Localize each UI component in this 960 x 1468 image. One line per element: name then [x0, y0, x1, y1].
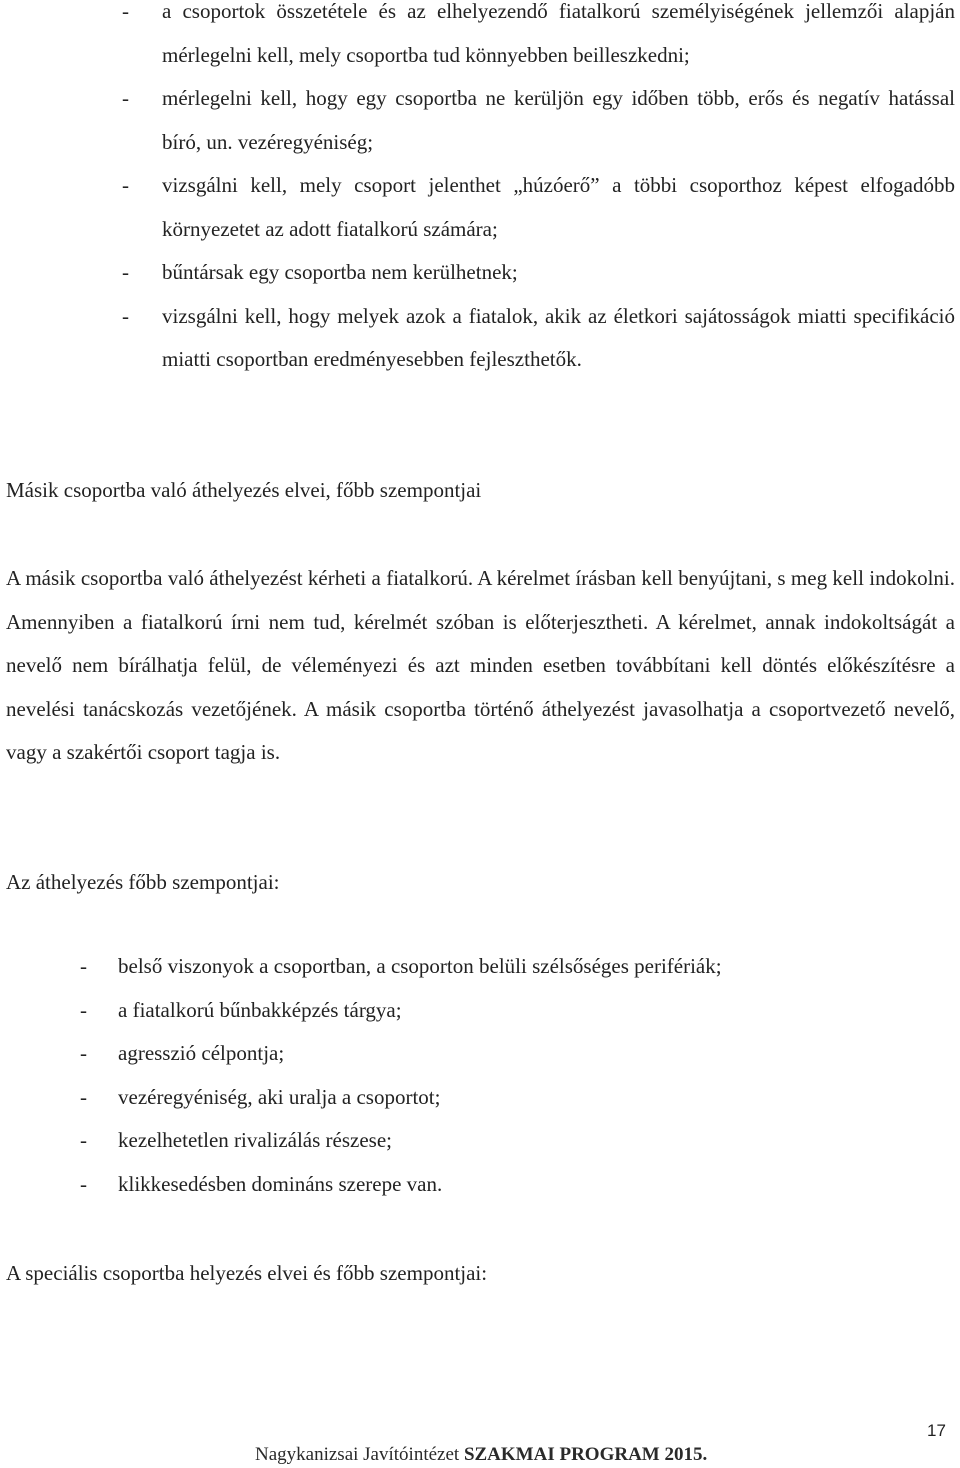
- list-item: [0, 164, 960, 251]
- dash-bullet: -: [80, 1128, 87, 1153]
- list-item: [0, 1163, 960, 1207]
- list-item: [0, 251, 960, 295]
- list-item-text: vezéregyéniség, aki uralja a csoportot;: [118, 1084, 441, 1109]
- list-item: [0, 77, 960, 164]
- list-item: [0, 989, 960, 1033]
- list-item-text: klikkesedésben domináns szerepe van.: [118, 1171, 443, 1196]
- dash-bullet: -: [80, 954, 87, 978]
- list-item: [0, 1076, 960, 1120]
- list-item-text: a fiatalkorú bűnbakképzés tárgya;: [118, 997, 402, 1022]
- list-item: [0, 0, 960, 77]
- list-item-text: a csoportok összetétele és az elhelyezendő fiatalkorú személyiségének jellemzői alapján mérlegelni kell, mely csoportba tud könnyebben beilleszkedni;: [162, 0, 955, 67]
- dash-bullet: -: [122, 0, 129, 23]
- page-footer: [255, 1442, 707, 1468]
- list-item-text: vizsgálni kell, mely csoport jelenthet „húzóerő” a többi csoporthoz képest elfogadóbb környezetet az adott fiatalkorú számára;: [162, 173, 955, 241]
- dash-bullet: -: [80, 997, 87, 1022]
- list-item-text: vizsgálni kell, hogy melyek azok a fiatalok, akik az életkori sajátosságok miatti specifikáció miatti csoportban eredményesebben fejleszthetők.: [162, 303, 955, 371]
- footer-institution: Nagykanizsai Javítóintézet: [255, 1444, 460, 1465]
- list-item: [0, 1119, 960, 1163]
- paragraph-transfer: A másik csoportba való áthelyezést kérheti a fiatalkorú. A kérelmet írásban kell benyújtani, s meg kell indokolni. Amennyiben a fiatalkorú írni nem tud, kérelmét szóban is előterjesztheti. A kérelmet, annak indokoltságát a nevelő nem bírálhatja felül, de véleményezi és azt minden esetben továbbítani kell döntés előkészítésre a nevelési tanácskozás vezetőjének. A másik csoportba történő áthelyezést javasolhatja a csoportvezető nevelő, vagy a szakértői csoport tagja is.: [6, 566, 955, 765]
- dash-bullet: -: [122, 86, 129, 110]
- list-item: [0, 295, 960, 382]
- list-item-text: mérlegelni kell, hogy egy csoportba ne kerüljön egy időben több, erős és negatív hatással bíró, un. vezéregyéniség;: [162, 86, 955, 154]
- dash-bullet: -: [80, 1084, 87, 1109]
- dash-bullet: -: [122, 173, 129, 197]
- list-item-text: belső viszonyok a csoportban, a csoporton belüli szélsőséges perifériák;: [118, 954, 722, 978]
- dash-bullet: -: [122, 303, 129, 328]
- list-item-text: agresszió célpontja;: [118, 1041, 285, 1066]
- footer-program: SZAKMAI PROGRAM 2015.: [463, 1444, 708, 1465]
- dash-bullet: -: [80, 1041, 87, 1066]
- list-item-text: kezelhetetlen rivalizálás részese;: [118, 1128, 393, 1153]
- page-number: 17: [927, 1421, 946, 1440]
- section-heading-transfer: Másik csoportba való áthelyezés elvei, főbb szempontjai: [6, 478, 482, 502]
- dash-bullet: -: [122, 260, 129, 284]
- list-item: [0, 1032, 960, 1076]
- bullet-list-placement: [0, 0, 960, 382]
- list-item-text: bűntársak egy csoportba nem kerülhetnek;: [162, 260, 518, 284]
- dash-bullet: -: [80, 1171, 87, 1196]
- section-heading-special: A speciális csoportba helyezés elvei és főbb szempontjai:: [6, 1261, 488, 1285]
- bullet-list-criteria: [0, 945, 960, 1207]
- list-item: [0, 945, 960, 989]
- section-heading-criteria: Az áthelyezés főbb szempontjai:: [6, 870, 280, 894]
